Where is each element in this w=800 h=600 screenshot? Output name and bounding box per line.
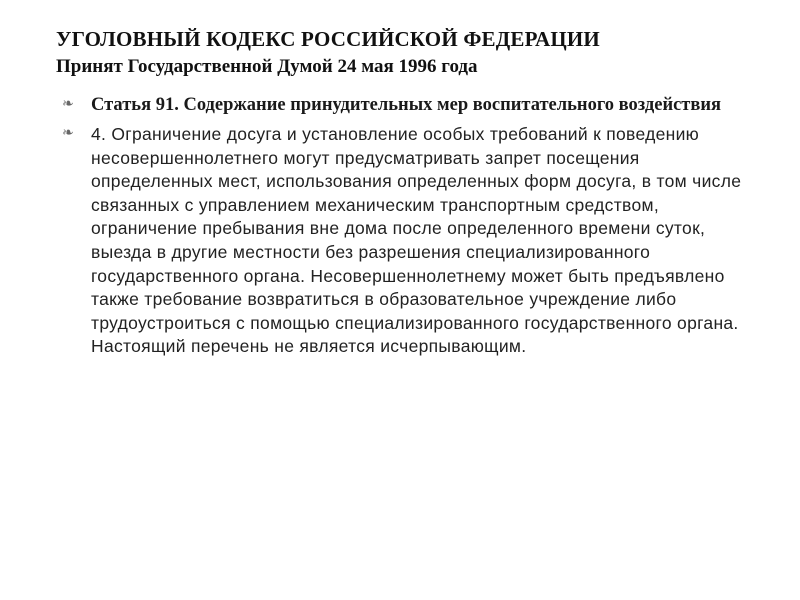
bullet-item-article-body (62, 123, 742, 359)
title-code-name: УГОЛОВНЫЙ КОДЕКС РОССИЙСКОЙ ФЕДЕРАЦИИ (56, 27, 600, 51)
bullet-item-article-heading (62, 94, 742, 117)
slide-title (56, 26, 776, 80)
floral-heart-bullet-icon: ❧ (62, 125, 74, 141)
floral-heart-bullet-icon: ❧ (62, 96, 74, 112)
bullet-list (62, 94, 742, 365)
article-heading: Статья 91. Содержание принудительных мер воспитательного воздействия (91, 95, 722, 115)
title-adoption-date: Принят Государственной Думой 24 мая 1996 года (56, 56, 478, 77)
article-body-text: 4. Ограничение досуга и установление особых требований к поведению несовершеннолетнего могут предусматривать запрет посещения определенных мест, использования определенных форм досуга, в том числе связанных с управлением механическим транспортным средством, ограничение пребывания вне дома после определенного времени суток, выезда в другие местности без разрешения специализированного государственного органа. Несовершеннолетнему может быть предъявлено также требование возвратиться в образовательное учреждение либо трудоустроиться с помощью специализированного государственного органа. Настоящий перечень не является исчерпывающим. (91, 124, 742, 357)
